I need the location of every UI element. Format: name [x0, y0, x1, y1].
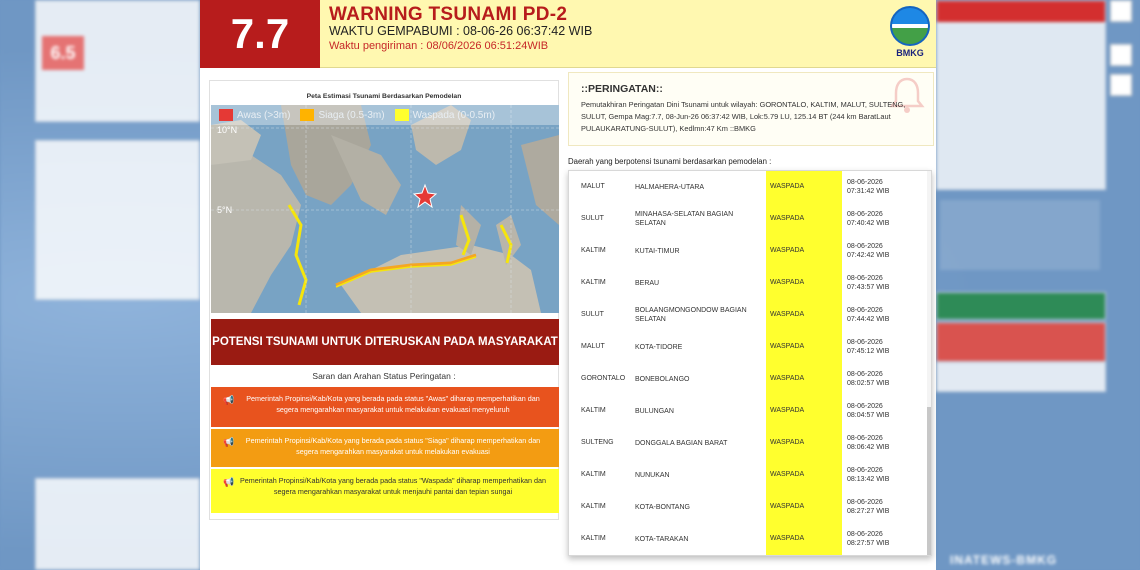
advisory-siaga-text: Pemerintah Propinsi/Kab/Kota yang berada pada status "Siaga" diharap memperhatikan dan segera mengarahkan masyarakat untuk melakukan evakuasi	[245, 436, 541, 456]
bg-right-white	[936, 362, 1106, 392]
table-row	[569, 203, 925, 235]
row-date: 08-06-2026	[847, 403, 883, 410]
advisory-waspada-text: Pemerintah Propinsi/Kab/Kota yang berada pada status "Waspada" diharap memperhatikan dan segera mengarahkan masyarakat untuk menjauhi pantai dan tepian sungai	[239, 476, 547, 496]
row-regency: DONGGALA BAGIAN BARAT	[635, 440, 728, 447]
row-status: WASPADA	[766, 363, 842, 395]
bg-right-green	[936, 292, 1106, 320]
row-regency: KUTAI-TIMUR	[635, 248, 680, 255]
row-status: WASPADA	[766, 267, 842, 299]
row-province: MALUT	[581, 183, 605, 190]
row-clock: 07:40:42 WIB	[847, 220, 890, 227]
warning-header	[200, 0, 936, 68]
row-status: WASPADA	[766, 203, 842, 235]
row-regency: HALMAHERA-UTARA	[635, 184, 705, 191]
row-date: 08-06-2026	[847, 339, 883, 346]
peringatan-body: Pemutakhiran Peringatan Dini Tsunami untuk wilayah: GORONTALO, KALTIM, MALUT, SULTENG, SULUT, Gempa Mag:7.7, 08-Jun-26 06:37:42 WIB, Lok:5.79 LU, 125.14 BT (244 km BaratLaut PULAUKARATUNG-SULUT), Kedlmn:47 Km ::BMKG	[581, 100, 906, 133]
table-row	[569, 459, 925, 491]
table-row	[569, 171, 925, 203]
map-graphic	[211, 105, 559, 313]
row-time	[847, 306, 925, 324]
row-province: SULUT	[581, 215, 604, 222]
bmkg-emblem-icon	[890, 6, 930, 46]
quake-time: WAKTU GEMPABUMI : 08-06-26 06:37:42 WIB	[329, 24, 593, 38]
map-legend	[211, 105, 559, 125]
row-date: 08-06-2026	[847, 467, 883, 474]
row-regency: MINAHASA-SELATAN BAGIAN SELATAN	[635, 211, 734, 227]
row-province: GORONTALO	[581, 375, 626, 382]
megaphone-icon: 📢	[223, 395, 235, 405]
row-status: WASPADA	[766, 299, 842, 331]
map-card	[209, 80, 559, 520]
table-row	[569, 299, 925, 331]
advisory-siaga	[211, 429, 559, 467]
row-clock: 07:43:57 WIB	[847, 284, 890, 291]
row-time	[847, 242, 925, 260]
row-time	[847, 498, 925, 516]
row-clock: 07:44:42 WIB	[847, 316, 890, 323]
row-status: WASPADA	[766, 171, 842, 203]
affected-areas-table[interactable]	[568, 170, 932, 556]
peringatan-title: ::PERINGATAN::	[581, 83, 663, 95]
row-time	[847, 338, 925, 356]
row-clock: 08:06:42 WIB	[847, 444, 890, 451]
row-clock: 08:02:57 WIB	[847, 380, 890, 387]
advisory-awas-text: Pemerintah Propinsi/Kab/Kota yang berada pada status "Awas" diharap memperhatikan dan segera mengarahkan masyarakat untuk melakukan evakuasi menyeluruh	[246, 394, 540, 414]
lat-label: 10°N	[217, 125, 238, 135]
row-time	[847, 402, 925, 420]
awas-swatch-icon	[219, 109, 233, 121]
row-province: SULUT	[581, 311, 604, 318]
row-time	[847, 178, 925, 196]
tsunami-warning-modal	[200, 0, 936, 570]
row-regency: BOLAANGMONGONDOW BAGIAN SELATAN	[635, 307, 747, 323]
legend-siaga-label: Siaga (0.5-3m)	[318, 109, 385, 121]
row-time	[847, 210, 925, 228]
row-regency: KOTA-TIDORE	[635, 344, 683, 351]
row-status: WASPADA	[766, 459, 842, 491]
row-clock: 08:27:27 WIB	[847, 508, 890, 515]
scrollbar-thumb[interactable]	[927, 407, 932, 555]
table-row	[569, 395, 925, 427]
magnitude-badge: 7.7	[200, 0, 320, 68]
bg-footer-brand: INATEWS-BMKG	[950, 553, 1058, 567]
legend-waspada-label: Waspada (0-0.5m)	[412, 109, 496, 121]
row-province: KALTIM	[581, 279, 606, 286]
table-row	[569, 235, 925, 267]
tsunami-estimation-map[interactable]	[211, 105, 559, 313]
row-date: 08-06-2026	[847, 307, 883, 314]
row-status: WASPADA	[766, 491, 842, 523]
row-province: MALUT	[581, 343, 605, 350]
table-row	[569, 427, 925, 459]
row-province: KALTIM	[581, 503, 606, 510]
row-regency: KOTA-BONTANG	[635, 504, 690, 511]
potensi-banner: POTENSI TSUNAMI UNTUK DITERUSKAN PADA MASYARAKAT	[211, 319, 559, 365]
table-row	[569, 491, 925, 523]
row-date: 08-06-2026	[847, 275, 883, 282]
row-date: 08-06-2026	[847, 371, 883, 378]
legend-siaga	[300, 109, 384, 121]
row-date: 08-06-2026	[847, 499, 883, 506]
row-status: WASPADA	[766, 331, 842, 363]
row-clock: 07:42:42 WIB	[847, 252, 890, 259]
bg-magnitude: 6.5	[42, 36, 84, 70]
waspada-swatch-icon	[395, 109, 409, 121]
row-time	[847, 466, 925, 484]
bg-side-button[interactable]	[1110, 44, 1132, 66]
row-clock: 08:27:57 WIB	[847, 540, 890, 547]
row-date: 08-06-2026	[847, 243, 883, 250]
table-row	[569, 267, 925, 299]
row-clock: 08:13:42 WIB	[847, 476, 890, 483]
row-province: SULTENG	[581, 439, 614, 446]
legend-waspada	[395, 109, 495, 121]
bg-right-red	[936, 322, 1106, 362]
advisory-waspada	[211, 469, 559, 513]
bg-info-card	[35, 140, 200, 300]
table-row	[569, 523, 925, 555]
row-status: WASPADA	[766, 395, 842, 427]
row-province: KALTIM	[581, 471, 606, 478]
row-province: KALTIM	[581, 407, 606, 414]
saran-title: Saran dan Arahan Status Peringatan :	[312, 371, 456, 381]
map-title: Peta Estimasi Tsunami Berdasarkan Pemodelan	[306, 93, 462, 100]
table-row	[569, 363, 925, 395]
row-regency: BONEBOLANGO	[635, 376, 690, 383]
daerah-label: Daerah yang berpotensi tsunami berdasarkan pemodelan :	[568, 157, 772, 166]
row-status: WASPADA	[766, 235, 842, 267]
row-date: 08-06-2026	[847, 435, 883, 442]
row-date: 08-06-2026	[847, 211, 883, 218]
row-regency: NUNUKAN	[635, 472, 670, 479]
bg-right-header	[936, 0, 1106, 24]
row-status: WASPADA	[766, 523, 842, 555]
warning-title: WARNING TSUNAMI PD-2	[329, 4, 568, 25]
siaga-swatch-icon	[300, 109, 314, 121]
peringatan-card	[568, 72, 934, 146]
bg-right-panel	[936, 22, 1106, 190]
row-date: 08-06-2026	[847, 179, 883, 186]
megaphone-icon: 📢	[223, 477, 235, 487]
bg-side-button[interactable]	[1110, 74, 1132, 96]
row-province: KALTIM	[581, 247, 606, 254]
row-time	[847, 530, 925, 548]
lat-label: 5°N	[217, 205, 233, 215]
legend-awas	[219, 109, 290, 121]
legend-awas-label: Awas (>3m)	[237, 109, 291, 121]
row-status: WASPADA	[766, 427, 842, 459]
row-time	[847, 370, 925, 388]
row-regency: BERAU	[635, 280, 660, 287]
sent-time: Waktu pengiriman : 08/06/2026 06:51:24WIB	[329, 40, 549, 52]
bg-side-button[interactable]	[1110, 0, 1132, 22]
row-clock: 08:04:57 WIB	[847, 412, 890, 419]
row-province: KALTIM	[581, 535, 606, 542]
row-time	[847, 274, 925, 292]
row-clock: 07:45:12 WIB	[847, 348, 890, 355]
row-time	[847, 434, 925, 452]
row-regency: KOTA-TARAKAN	[635, 536, 689, 543]
row-regency: BULUNGAN	[635, 408, 674, 415]
row-clock: 07:31:42 WIB	[847, 188, 890, 195]
megaphone-icon: 📢	[223, 437, 235, 447]
row-date: 08-06-2026	[847, 531, 883, 538]
bmkg-logo-text: BMKG	[896, 48, 924, 58]
table-row	[569, 331, 925, 363]
bg-legend-card	[35, 478, 200, 570]
advisory-awas	[211, 387, 559, 427]
bg-right-text	[940, 200, 1100, 270]
bmkg-logo	[888, 6, 932, 62]
